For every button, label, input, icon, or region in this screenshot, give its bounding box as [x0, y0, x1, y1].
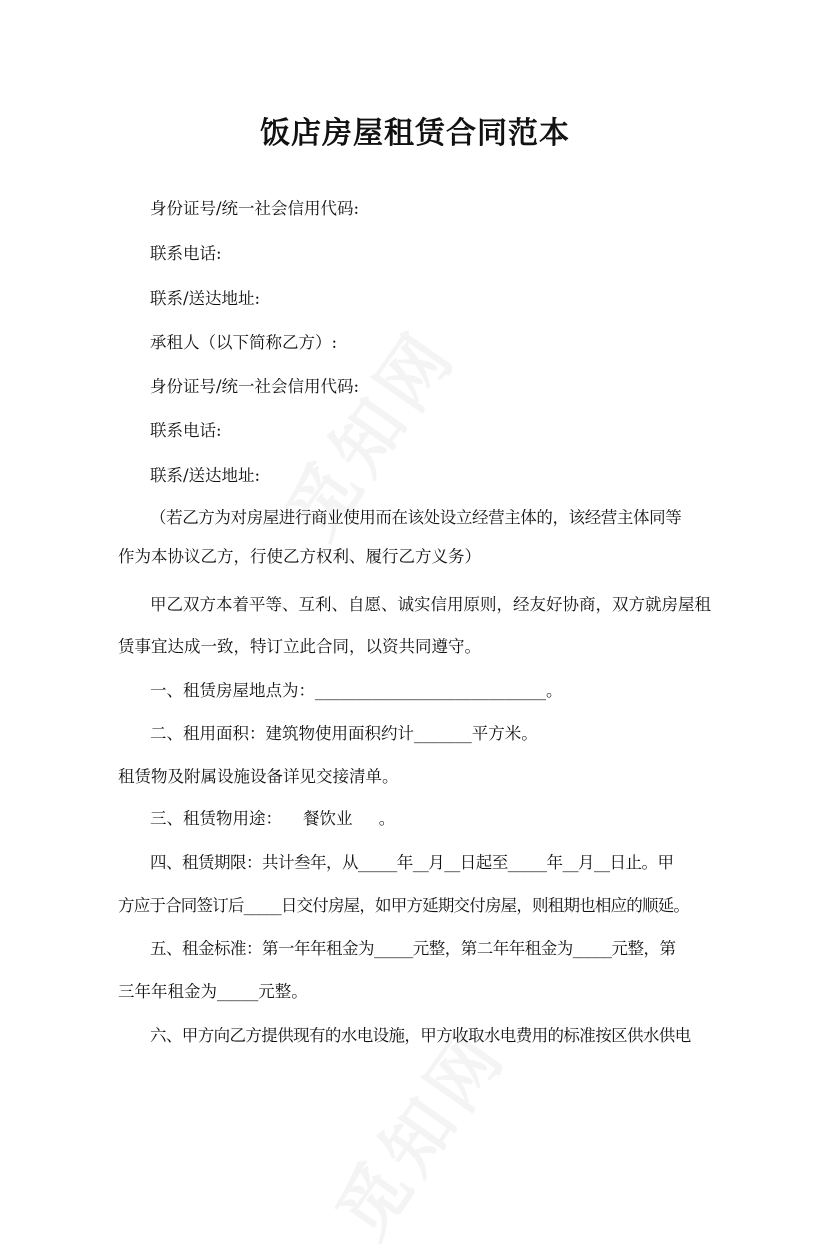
- paragraph-line: 赁事宜达成一致，特订立此合同，以资共同遵守。: [118, 637, 481, 656]
- paragraph-line: 二、租用面积：建筑物使用面积约计_______平方米。: [150, 724, 538, 743]
- paragraph-line: 联系电话:: [150, 244, 222, 263]
- paragraph-line: 甲乙双方本着平等、互利、自愿、诚实信用原则，经友好协商，双方就房屋租: [150, 595, 711, 614]
- paragraph-line: 身份证号/统一社会信用代码:: [150, 377, 360, 396]
- paragraph-line: 联系/送达地址:: [150, 289, 261, 308]
- page-title: 饭店房屋租赁合同范本: [260, 116, 570, 151]
- paragraph-line: 五、租金标准：第一年年租金为_____元整，第二年年租金为_____元整，第: [150, 939, 676, 958]
- paragraph-line: 六、甲方向乙方提供现有的水电设施，甲方收取水电费用的标准按区供水供电: [150, 1026, 691, 1045]
- paragraph-line: 三、租赁物用途： 餐饮业 。: [150, 809, 396, 828]
- paragraph-line: 方应于合同签订后_____日交付房屋，如甲方延期交付房屋，则租期也相应的顺延。: [118, 896, 690, 915]
- paragraph-line: 租赁物及附属设施设备详见交接清单。: [118, 767, 399, 786]
- paragraph-line: 三年年租金为_____元整。: [118, 982, 308, 1001]
- paragraph-line: 联系电话:: [150, 421, 222, 440]
- paragraph-line: 身份证号/统一社会信用代码:: [150, 199, 360, 218]
- paragraph-line: 联系/送达地址:: [150, 466, 261, 485]
- paragraph-line: 承租人（以下简称乙方）:: [150, 333, 338, 352]
- paragraph-line: 作为本协议乙方，行使乙方权利、履行乙方义务）: [118, 547, 481, 566]
- paragraph-line: （若乙方为对房屋进行商业使用而在该处设立经营主体的，该经营主体同等: [150, 508, 682, 527]
- paragraph-line: 四、租赁期限：共计叁年，从_____年__月__日起至_____年__月__日止。甲: [150, 853, 674, 872]
- paragraph-line: 一、租赁房屋地点为：____________________________。: [150, 681, 563, 700]
